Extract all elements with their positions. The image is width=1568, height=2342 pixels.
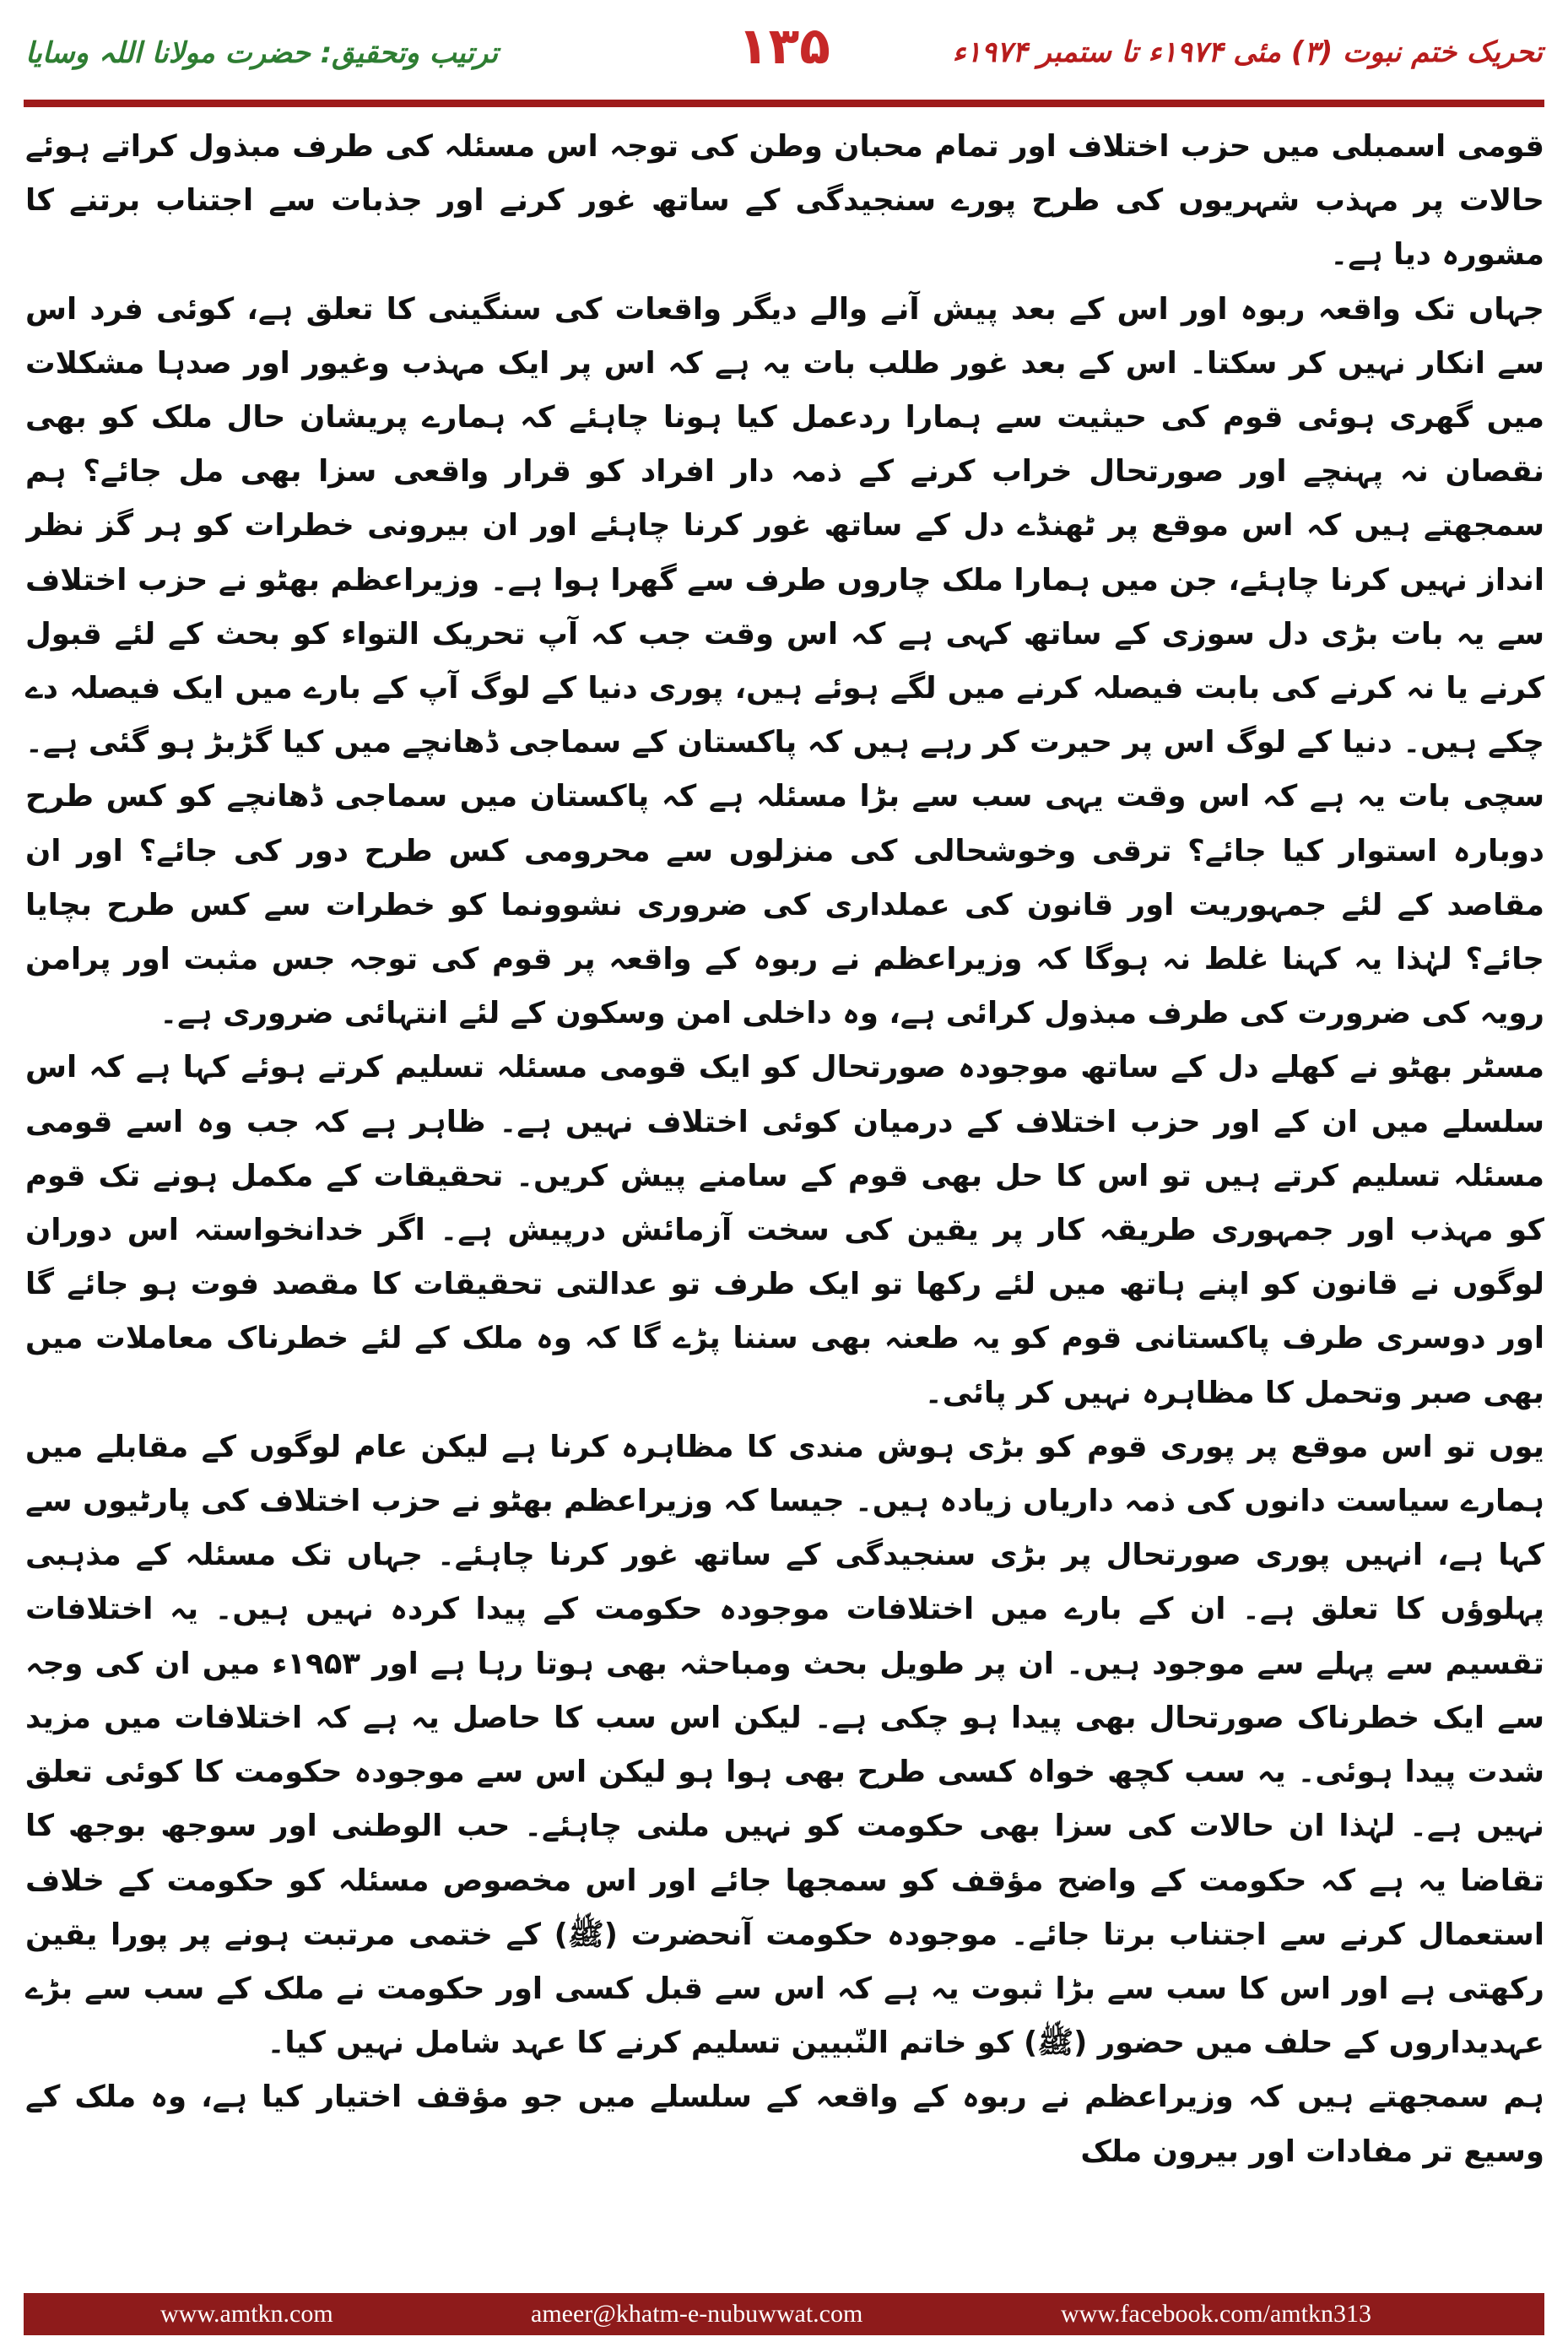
website-link[interactable]: www.amtkn.com	[160, 2300, 333, 2328]
header-rule	[24, 100, 1544, 107]
book-title: تحریک ختم نبوت (۳) مئی ۱۹۷۴ء تا ستمبر ۱۹۷۴ء	[952, 35, 1543, 69]
compiler-credit: ترتیب وتحقیق: حضرت مولانا اللہ وسایا	[25, 36, 499, 70]
email-link[interactable]: ameer@khatm-e-nubuwwat.com	[531, 2300, 863, 2328]
article-body	[25, 120, 1544, 2289]
paragraph: ہم سمجھتے ہیں کہ وزیراعظم نے ربوہ کے واقعہ کے سلسلے میں جو مؤقف اختیار کیا ہے، وہ ملک کے وسیع تر مفادات اور بیرون ملک	[25, 2080, 1544, 2169]
paragraph: قومی اسمبلی میں حزب اختلاف اور تمام محبان وطن کی توجہ اس مسئلہ کی طرف مبذول کراتے ہوئے حالات پر مہذب شہریوں کی طرح پورے سنجیدگی کے ساتھ غور کرنے اور جذبات سے اجتناب برتنے کا مشورہ دیا ہے۔	[25, 129, 1544, 273]
facebook-link[interactable]: www.facebook.com/amtkn313	[1061, 2300, 1371, 2328]
page-header	[0, 0, 1568, 97]
page-number: ۱۳۵	[738, 17, 830, 76]
paragraph: جہاں تک واقعہ ربوہ اور اس کے بعد پیش آنے والے دیگر واقعات کی سنگینی کا تعلق ہے، کوئی فرد اس سے انکار نہیں کر سکتا۔ اس کے بعد غور طلب بات یہ ہے کہ اس پر ایک مہذب وغیور اور صدہا مشکلات میں گھری ہوئی قوم کی حیثیت سے ہمارا ردعمل کیا ہونا چاہئے کہ ہمارے پریشان حال ملک کو بھی نقصان نہ پہنچے اور صورتحال خراب کرنے کے ذمہ دار افراد کو قرار واقعی سزا بھی مل جائے؟ ہم سمجھتے ہیں کہ اس موقع پر ٹھنڈے دل کے ساتھ غور کرنا چاہئے اور ان بیرونی خطرات کو ہر گز نظر انداز نہیں کرنا چاہئے، جن میں ہمارا ملک چاروں طرف سے گھرا ہوا ہے۔ وزیراعظم بھٹو نے حزب اختلاف سے یہ بات بڑی دل سوزی کے ساتھ کہی ہے کہ اس وقت جب کہ آپ تحریک التواء کو بحث کے لئے قبول کرنے یا نہ کرنے کی بابت فیصلہ کرنے میں لگے ہوئے ہیں، پوری دنیا کے لوگ آپ کے بارے میں ایک فیصلہ دے چکے ہیں۔ دنیا کے لوگ اس پر حیرت کر رہے ہیں کہ پاکستان کے سماجی ڈھانچے میں کیا گڑبڑ ہو گئی ہے۔ سچی بات یہ ہے کہ اس وقت یہی سب سے بڑا مسئلہ ہے کہ پاکستان میں سماجی ڈھانچے کو کس طرح دوبارہ استوار کیا جائے؟ ترقی وخوشحالی کی منزلوں سے محرومی کس طرح دور کی جائے؟ اور ان مقاصد کے لئے جمہوریت اور قانون کی عملداری کی ضروری نشوونما کو خطرات سے کس طرح بچایا جائے؟ لہٰذا یہ کہنا غلط نہ ہوگا کہ وزیراعظم نے ربوہ کے واقعہ پر قوم کی توجہ جس مثبت اور پرامن رویہ کی ضرورت کی طرف مبذول کرائی ہے، وہ داخلی امن وسکون کے لئے انتہائی ضروری ہے۔	[25, 291, 1544, 1031]
paragraph: یوں تو اس موقع پر پوری قوم کو بڑی ہوش مندی کا مظاہرہ کرنا ہے لیکن عام لوگوں کے مقابلے میں ہمارے سیاست دانوں کی ذمہ داریاں زیادہ ہیں۔ جیسا کہ وزیراعظم بھٹو نے حزب اختلاف کی پارٹیوں سے کہا ہے، انہیں پوری صورتحال پر بڑی سنجیدگی کے ساتھ غور کرنا چاہئے۔ جہاں تک مسئلہ کے مذہبی پہلوؤں کا تعلق ہے۔ ان کے بارے میں اختلافات موجودہ حکومت کے پیدا کردہ نہیں ہیں۔ یہ اختلافات تقسیم سے پہلے سے موجود ہیں۔ ان پر طویل بحث ومباحثہ بھی ہوتا رہا ہے اور ۱۹۵۳ء میں ان کی وجہ سے ایک خطرناک صورتحال بھی پیدا ہو چکی ہے۔ لیکن اس سب کا حاصل یہ ہے کہ اختلافات میں مزید شدت پیدا ہوئی۔ یہ سب کچھ خواہ کسی طرح بھی ہوا ہو لیکن اس سے موجودہ حکومت کا کوئی تعلق نہیں ہے۔ لہٰذا ان حالات کی سزا بھی حکومت کو نہیں ملنی چاہئے۔ حب الوطنی اور سوجھ بوجھ کا تقاضا یہ ہے کہ حکومت کے واضح مؤقف کو سمجھا جائے اور اس مخصوص مسئلہ کو حکومت کے خلاف استعمال کرنے سے اجتناب برتا جائے۔ موجودہ حکومت آنحضرت (ﷺ) کے ختمی مرتبت ہونے پر پورا یقین رکھتی ہے اور اس کا سب سے بڑا ثبوت یہ ہے کہ اس سے قبل کسی اور حکومت نے ملک کے سب سے بڑے عہدیداروں کے حلف میں حضور (ﷺ) کو خاتم النّبیین تسلیم کرنے کا عہد شامل نہیں کیا۔	[25, 1429, 1544, 2061]
page-footer	[24, 2293, 1544, 2335]
paragraph: مسٹر بھٹو نے کھلے دل کے ساتھ موجودہ صورتحال کو ایک قومی مسئلہ تسلیم کرتے ہوئے کہا ہے کہ اس سلسلے میں ان کے اور حزب اختلاف کے درمیان کوئی اختلاف نہیں ہے۔ ظاہر ہے کہ جب وہ اسے قومی مسئلہ تسلیم کرتے ہیں تو اس کا حل بھی قوم کے سامنے پیش کریں۔ تحقیقات کے مکمل ہونے تک قوم کو مہذب اور جمہوری طریقہ کار پر یقین کی سخت آزمائش درپیش ہے۔ اگر خدانخواستہ اس دوران لوگوں نے قانون کو اپنے ہاتھ میں لئے رکھا تو ایک طرف تو عدالتی تحقیقات کا مقصد فوت ہو جائے گا اور دوسری طرف پاکستانی قوم کو یہ طعنہ بھی سننا پڑے گا کہ وہ ملک کے لئے خطرناک معاملات میں بھی صبر وتحمل کا مظاہرہ نہیں کر پائی۔	[25, 1050, 1544, 1410]
